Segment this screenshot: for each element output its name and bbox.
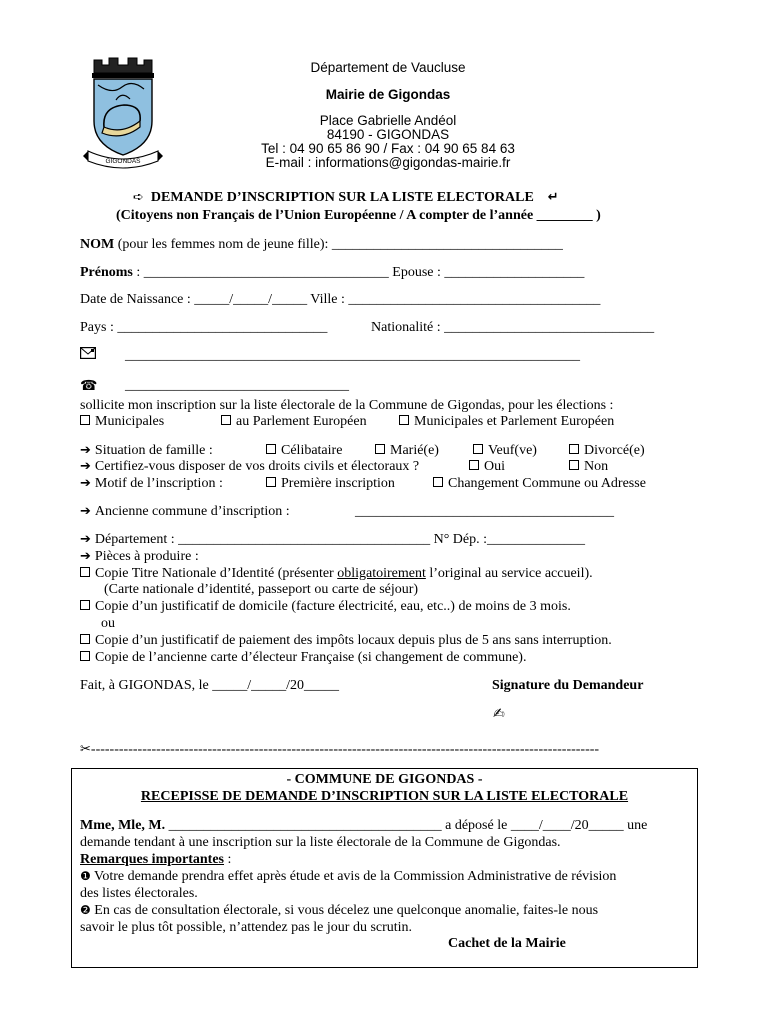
checkbox-oui[interactable]: Oui <box>469 459 505 475</box>
arrow-right-icon: ➔ <box>80 476 91 491</box>
address-field[interactable]: _________________________________________________________________ <box>125 348 580 363</box>
number-one-icon: ❶ <box>80 869 91 883</box>
checkbox-piece-identite[interactable]: Copie Titre Nationale d’Identité (présenter obligatoirement l’original au service accueil). <box>80 566 593 582</box>
svg-text:GIGONDAS: GIGONDAS <box>105 158 141 165</box>
checkbox-icon <box>80 651 90 661</box>
checkbox-icon <box>266 477 276 487</box>
piece-identite-note: (Carte nationale d’identité, passeport ou carte de séjour) <box>104 582 419 597</box>
fait-date-field[interactable]: Fait, à GIGONDAS, le _____/_____/20_____ <box>80 678 339 693</box>
checkbox-piece-impots[interactable]: Copie d’un justificatif de paiement des impôts locaux depuis plus de 5 ans sans interruption. <box>80 633 612 649</box>
departement-field[interactable]: ➔ Département : ____________________________________ N° Dép. :______________ <box>80 532 586 547</box>
checkbox-icon <box>80 567 90 577</box>
cachet-label: Cachet de la Mairie <box>448 936 566 951</box>
envelope-icon <box>80 346 96 364</box>
checkbox-municipales-et-parlement[interactable]: Municipales et Parlement Européen <box>399 414 614 430</box>
receipt-name-field[interactable]: Mme, Mle, M. _______________________________________ a déposé le ____/____/20_____ une <box>80 818 648 833</box>
checkbox-veuf[interactable]: Veuf(ve) <box>473 443 537 459</box>
naissance-ville-field[interactable]: Date de Naissance : _____/_____/_____ Ville : ____________________________________ <box>80 292 601 307</box>
checkbox-icon <box>569 460 579 470</box>
ancienne-commune-field[interactable]: _____________________________________ <box>355 504 614 519</box>
telephone-field[interactable]: ________________________________ <box>125 378 349 393</box>
checkbox-icon <box>433 477 443 487</box>
phone-fax: Tel : 04 90 65 86 90 / Fax : 04 90 65 84 63 <box>261 141 515 156</box>
checkbox-municipales[interactable]: Municipales <box>80 414 164 430</box>
number-two-icon: ❷ <box>80 903 91 917</box>
note-2-cont: savoir le plus tôt possible, n’attendez pas le jour du scrutin. <box>80 920 413 935</box>
checkbox-icon <box>469 460 479 470</box>
checkbox-parlement-europeen[interactable]: au Parlement Européen <box>221 414 367 430</box>
situation-label: ➔ Situation de famille : <box>80 443 213 458</box>
checkbox-changement-commune[interactable]: Changement Commune ou Adresse <box>433 476 646 492</box>
receipt-title-commune: - COMMUNE DE GIGONDAS - <box>286 772 483 787</box>
note-2: ❷ En cas de consultation électorale, si vous décelez une quelconque anomalie, faites-le nous <box>80 903 599 918</box>
checkbox-icon <box>569 444 579 454</box>
receipt-demande-text: demande tendant à une inscription sur la liste électorale de la Commune de Gigondas. <box>80 835 561 850</box>
receipt-title: RECEPISSE DE DEMANDE D’INSCRIPTION SUR LA LISTE ELECTORALE <box>140 789 629 804</box>
prenoms-field[interactable]: Prénoms : ___________________________________ Epouse : ____________________ <box>80 265 585 280</box>
note-1-cont: des listes électorales. <box>80 886 198 901</box>
form-subtitle: (Citoyens non Français de l’Union Européenne / A compter de l’année ________ ) <box>116 208 601 223</box>
checkbox-icon <box>399 415 409 425</box>
arrow-right-icon: ➔ <box>80 532 91 547</box>
arrow-right-icon: ➔ <box>80 459 91 474</box>
checkbox-icon <box>80 600 90 610</box>
checkbox-icon <box>266 444 276 454</box>
checkbox-icon <box>473 444 483 454</box>
checkbox-premiere-inscription[interactable]: Première inscription <box>266 476 395 492</box>
address-line-1: Place Gabrielle Andéol <box>319 113 457 128</box>
checkbox-icon <box>375 444 385 454</box>
note-1: ❶ Votre demande prendra effet après étude et avis de la Commission Administrative de révision <box>80 869 617 884</box>
form-title: ➪ DEMANDE D’INSCRIPTION SUR LA LISTE ELECTORALE ↵ <box>133 190 559 205</box>
checkbox-piece-carte-electeur[interactable]: Copie de l’ancienne carte d’électeur Française (si changement de commune). <box>80 650 526 666</box>
arrow-right-icon: ➔ <box>80 549 91 564</box>
scissors-icon: ✂ <box>80 742 91 757</box>
checkbox-celibataire[interactable]: Célibataire <box>266 443 342 459</box>
nom-field[interactable]: NOM (pour les femmes nom de jeune fille): _________________________________ <box>80 237 563 252</box>
checkbox-piece-domicile[interactable]: Copie d’un justificatif de domicile (facture électricité, eau, etc..) de moins de 3 mois. <box>80 599 571 615</box>
right-arrow-icon: ➪ <box>133 190 144 205</box>
department-name: Département de Vaucluse <box>310 60 466 75</box>
pieces-label: ➔ Pièces à produire : <box>80 549 199 564</box>
ancienne-commune-label: ➔ Ancienne commune d’inscription : <box>80 504 290 519</box>
address-line-2: 84190 - GIGONDAS <box>326 127 450 142</box>
nationalite-field[interactable]: Nationalité : ______________________________ <box>371 320 655 335</box>
gigondas-crest-logo <box>82 55 164 173</box>
check-arrow-icon: ↵ <box>547 190 559 205</box>
pays-field[interactable]: Pays : ______________________________ <box>80 320 328 335</box>
telephone-icon: ☎ <box>80 378 98 394</box>
mairie-name: Mairie de Gigondas <box>325 87 451 102</box>
checkbox-marie[interactable]: Marié(e) <box>375 443 439 459</box>
sollicite-text: sollicite mon inscription sur la liste électorale de la Commune de Gigondas, pour les élections : <box>80 398 614 413</box>
checkbox-non[interactable]: Non <box>569 459 608 475</box>
arrow-right-icon: ➔ <box>80 443 91 458</box>
arrow-right-icon: ➔ <box>80 504 91 519</box>
motif-label: ➔ Motif de l’inscription : <box>80 476 223 491</box>
pen-icon: ✍ <box>493 706 505 722</box>
checkbox-icon <box>221 415 231 425</box>
ou-text: ou <box>101 616 115 631</box>
email: E-mail : informations@gigondas-mairie.fr <box>265 155 511 170</box>
droits-label: ➔ Certifiez-vous disposer de vos droits civils et électoraux ? <box>80 459 420 474</box>
remarques-heading: Remarques importantes : <box>80 852 232 867</box>
checkbox-divorce[interactable]: Divorcé(e) <box>569 443 645 459</box>
checkbox-icon <box>80 634 90 644</box>
checkbox-icon <box>80 415 90 425</box>
cut-line: ✂------------------------------------------------------------------------------------------------------------- <box>80 742 600 757</box>
signature-label: Signature du Demandeur <box>492 678 644 693</box>
